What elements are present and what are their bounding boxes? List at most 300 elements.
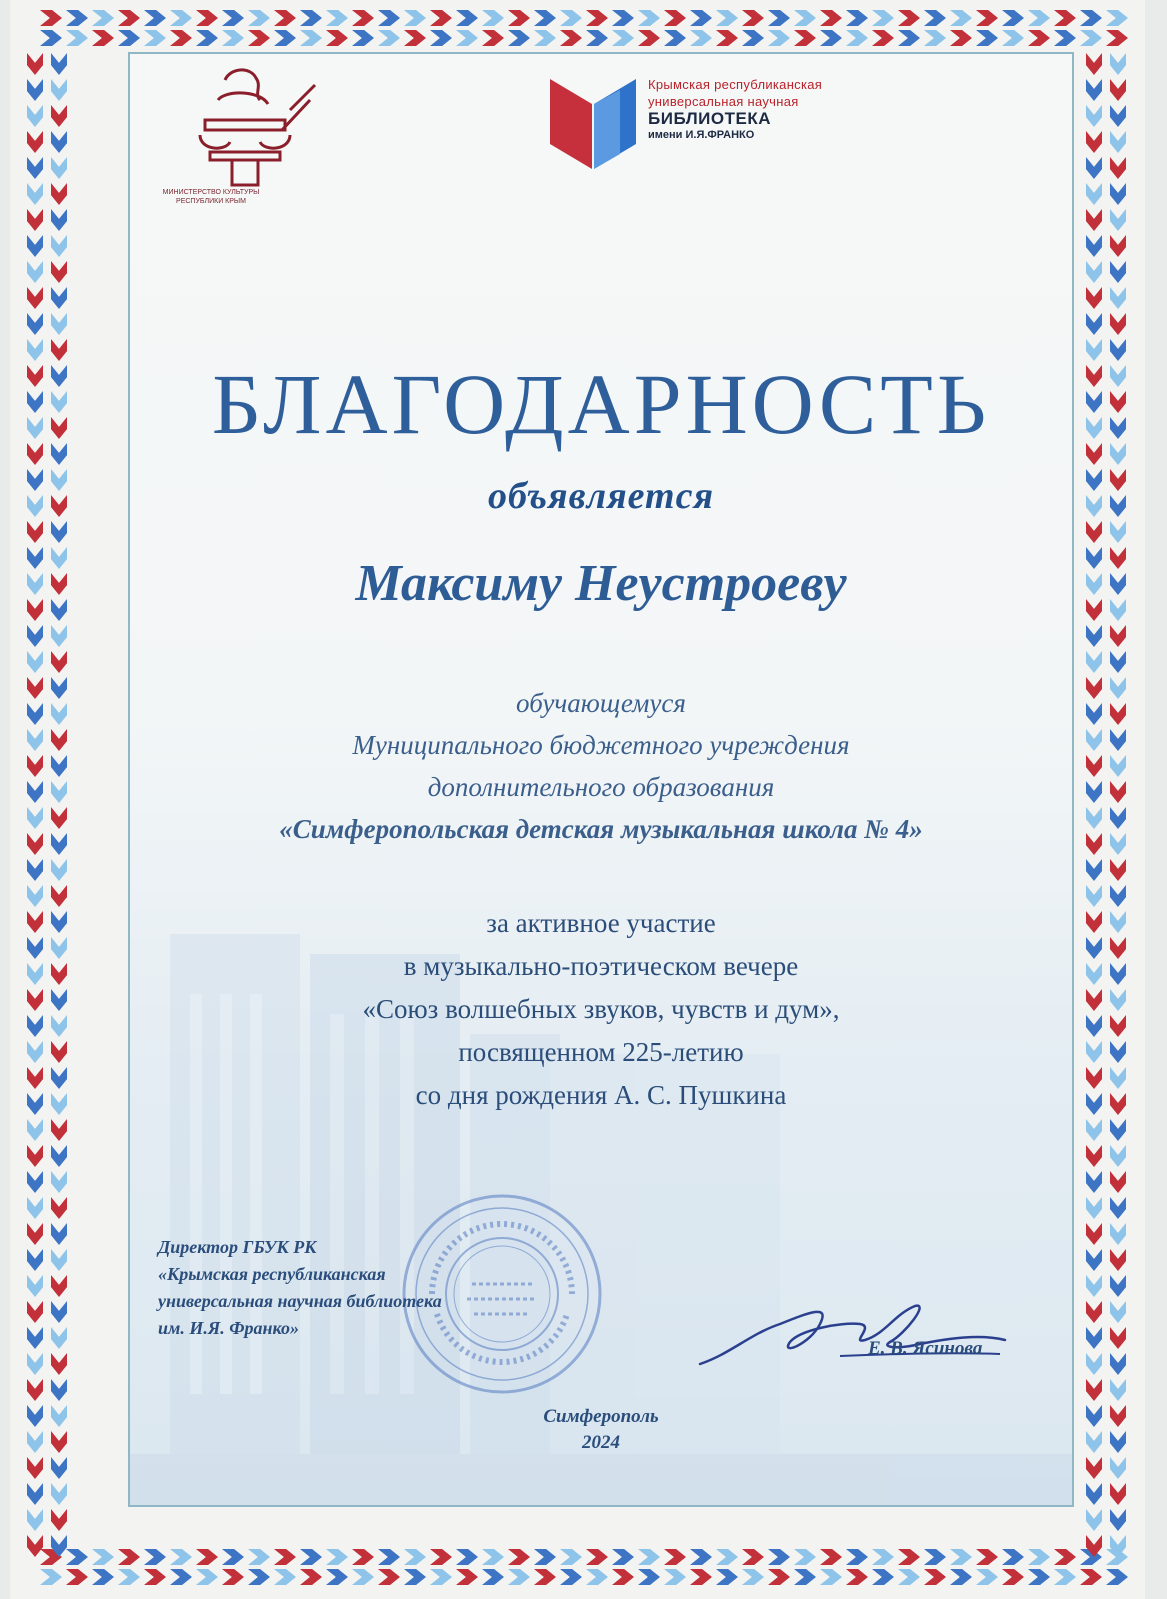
border-chevron: [482, 1569, 504, 1585]
border-chevron: [1086, 1119, 1102, 1141]
border-chevron: [51, 1041, 67, 1063]
border-chevron: [404, 1569, 426, 1585]
border-chevron: [27, 989, 43, 1011]
border-chevron: [924, 30, 946, 46]
border-chevron: [742, 10, 764, 26]
border-chevron: [27, 443, 43, 465]
border-chevron: [1086, 1015, 1102, 1037]
border-chevron: [1110, 1145, 1126, 1167]
ministry-emblem-icon: [170, 60, 320, 190]
border-chevron: [51, 1431, 67, 1453]
border-chevron: [1110, 885, 1126, 907]
border-chevron: [1086, 859, 1102, 881]
border-chevron: [1086, 339, 1102, 361]
border-chevron: [352, 30, 374, 46]
border-chevron: [1110, 833, 1126, 855]
border-chevron: [1110, 651, 1126, 673]
border-chevron: [51, 261, 67, 283]
border-chevron: [66, 30, 88, 46]
border-chevron: [27, 885, 43, 907]
border-chevron: [1028, 30, 1050, 46]
border-chevron: [820, 1569, 842, 1585]
city: Симферополь: [543, 1406, 659, 1427]
border-chevron: [27, 1353, 43, 1375]
border-chevron: [51, 1119, 67, 1141]
border-chevron: [1110, 105, 1126, 127]
border-chevron: [1110, 339, 1126, 361]
border-chevron: [27, 1379, 43, 1401]
border-chevron: [898, 1569, 920, 1585]
border-chevron: [51, 1093, 67, 1115]
border-chevron: [1086, 53, 1102, 75]
border-chevron: [794, 10, 816, 26]
border-chevron: [534, 1549, 556, 1565]
border-chevron: [51, 651, 67, 673]
border-chevron: [638, 1549, 660, 1565]
border-chevron: [560, 30, 582, 46]
border-chevron: [222, 30, 244, 46]
border-chevron: [66, 1569, 88, 1585]
announce-line: объявляется: [487, 475, 715, 517]
border-chevron: [976, 1569, 998, 1585]
library-name-line: имени И.Я.ФРАНКО: [648, 129, 755, 141]
border-chevron: [1002, 30, 1024, 46]
border-chevron: [1110, 781, 1126, 803]
border-chevron: [51, 495, 67, 517]
border-chevron: [196, 1549, 218, 1565]
border-chevron: [27, 1483, 43, 1505]
border-chevron: [40, 30, 62, 46]
border-chevron: [612, 1569, 634, 1585]
border-chevron: [1086, 521, 1102, 543]
border-chevron: [898, 30, 920, 46]
border-chevron: [1086, 807, 1102, 829]
border-chevron: [690, 1569, 712, 1585]
library-name-line: Крымская республиканская: [648, 77, 823, 92]
border-chevron: [612, 1549, 634, 1565]
border-chevron: [27, 495, 43, 517]
signatory-line: Директор ГБУК РК: [158, 1237, 317, 1257]
border-chevron: [690, 30, 712, 46]
border-chevron: [51, 1353, 67, 1375]
border-chevron: [51, 937, 67, 959]
border-chevron: [1002, 1549, 1024, 1565]
border-chevron: [51, 1457, 67, 1479]
border-chevron: [378, 10, 400, 26]
border-chevron: [690, 1549, 712, 1565]
border-chevron: [1106, 30, 1128, 46]
border-chevron: [1086, 287, 1102, 309]
border-chevron: [1110, 1379, 1126, 1401]
border-chevron: [768, 10, 790, 26]
border-chevron: [144, 1549, 166, 1565]
org-line: дополнительного образования: [427, 772, 775, 802]
border-chevron: [794, 1569, 816, 1585]
border-chevron: [222, 1569, 244, 1585]
border-chevron: [1110, 157, 1126, 179]
border-chevron: [27, 365, 43, 387]
border-chevron: [248, 30, 270, 46]
border-chevron: [1086, 495, 1102, 517]
border-chevron: [742, 30, 764, 46]
border-chevron: [586, 1569, 608, 1585]
border-chevron: [1110, 1223, 1126, 1245]
border-chevron: [456, 1569, 478, 1585]
border-chevron: [1086, 235, 1102, 257]
border-chevron: [92, 10, 114, 26]
border-chevron: [27, 183, 43, 205]
border-chevron: [27, 651, 43, 673]
border-chevron: [1086, 573, 1102, 595]
border-chevron: [51, 365, 67, 387]
border-chevron: [51, 833, 67, 855]
border-chevron: [1110, 495, 1126, 517]
border-chevron: [1002, 10, 1024, 26]
border-chevron: [1080, 10, 1102, 26]
border-chevron: [482, 30, 504, 46]
border-chevron: [1110, 391, 1126, 413]
border-chevron: [820, 1549, 842, 1565]
border-chevron: [1110, 1197, 1126, 1219]
border-chevron: [118, 30, 140, 46]
border-chevron: [51, 131, 67, 153]
border-chevron: [846, 1549, 868, 1565]
border-chevron: [27, 573, 43, 595]
border-chevron: [1110, 1041, 1126, 1063]
border-chevron: [1110, 1119, 1126, 1141]
border-chevron: [27, 1405, 43, 1427]
border-chevron: [51, 1145, 67, 1167]
border-chevron: [1110, 1015, 1126, 1037]
border-chevron: [456, 10, 478, 26]
border-chevron: [430, 30, 452, 46]
border-chevron: [51, 1223, 67, 1245]
border-chevron: [51, 807, 67, 829]
border-chevron: [51, 443, 67, 465]
border-chevron: [1086, 651, 1102, 673]
border-chevron: [508, 10, 530, 26]
border-chevron: [456, 30, 478, 46]
border-chevron: [51, 625, 67, 647]
border-chevron: [248, 1549, 270, 1565]
border-chevron: [1086, 1483, 1102, 1505]
border-chevron: [560, 1549, 582, 1565]
border-chevron: [1110, 1405, 1126, 1427]
border-chevron: [508, 1549, 530, 1565]
border-chevron: [846, 30, 868, 46]
border-chevron: [1028, 10, 1050, 26]
border-chevron: [27, 755, 43, 777]
border-chevron: [1110, 625, 1126, 647]
border-chevron: [27, 131, 43, 153]
border-chevron: [794, 1549, 816, 1565]
place-and-year: [130, 1404, 1072, 1456]
border-chevron: [27, 1093, 43, 1115]
border-chevron: [51, 1015, 67, 1037]
reason-line: за активное участие: [486, 908, 716, 938]
border-chevron: [872, 1569, 894, 1585]
border-chevron: [248, 10, 270, 26]
border-chevron: [1110, 859, 1126, 881]
border-chevron: [1110, 235, 1126, 257]
border-chevron: [820, 10, 842, 26]
border-chevron: [586, 1549, 608, 1565]
recipient-organization: [130, 682, 1072, 850]
border-chevron: [27, 313, 43, 335]
border-chevron: [664, 10, 686, 26]
border-chevron: [1086, 443, 1102, 465]
border-chevron: [1110, 53, 1126, 75]
border-chevron: [51, 859, 67, 881]
border-chevron: [27, 1067, 43, 1089]
border-chevron: [66, 10, 88, 26]
border-chevron: [1086, 1301, 1102, 1323]
border-chevron: [1110, 703, 1126, 725]
border-chevron: [27, 911, 43, 933]
border-chevron: [326, 1549, 348, 1565]
border-chevron: [1086, 365, 1102, 387]
border-chevron: [924, 1549, 946, 1565]
border-chevron: [1086, 1275, 1102, 1297]
border-chevron: [40, 1569, 62, 1585]
border-chevron: [27, 963, 43, 985]
border-chevron: [51, 287, 67, 309]
border-chevron: [326, 1569, 348, 1585]
border-chevron: [118, 1549, 140, 1565]
border-chevron: [1110, 1275, 1126, 1297]
border-chevron: [51, 1275, 67, 1297]
border-chevron: [27, 1145, 43, 1167]
border-chevron: [51, 183, 67, 205]
border-chevron: [27, 105, 43, 127]
border-chevron: [27, 1275, 43, 1297]
border-chevron: [27, 79, 43, 101]
border-chevron: [196, 10, 218, 26]
border-chevron: [534, 1569, 556, 1585]
border-chevron: [326, 30, 348, 46]
border-chevron: [51, 313, 67, 335]
border-chevron: [1086, 963, 1102, 985]
border-chevron: [664, 1549, 686, 1565]
border-chevron: [66, 1549, 88, 1565]
border-chevron: [716, 10, 738, 26]
border-chevron: [27, 1171, 43, 1193]
border-chevron: [27, 1041, 43, 1063]
border-chevron: [1086, 131, 1102, 153]
border-chevron: [1110, 989, 1126, 1011]
border-chevron: [274, 10, 296, 26]
border-chevron: [768, 30, 790, 46]
border-chevron: [1086, 599, 1102, 621]
border-chevron: [27, 1509, 43, 1531]
border-chevron: [950, 1549, 972, 1565]
border-chevron: [1110, 261, 1126, 283]
border-chevron: [51, 729, 67, 751]
border-chevron: [27, 781, 43, 803]
border-chevron: [950, 10, 972, 26]
border-chevron: [1110, 1093, 1126, 1115]
library-name: [648, 76, 822, 144]
border-chevron: [482, 10, 504, 26]
border-chevron: [51, 391, 67, 413]
border-chevron: [1080, 30, 1102, 46]
border-chevron: [1110, 469, 1126, 491]
border-chevron: [326, 10, 348, 26]
border-chevron: [690, 10, 712, 26]
border-chevron: [534, 10, 556, 26]
border-chevron: [27, 729, 43, 751]
border-chevron: [1110, 1301, 1126, 1323]
border-chevron: [1110, 755, 1126, 777]
border-chevron: [898, 1549, 920, 1565]
border-chevron: [534, 30, 556, 46]
border-chevron: [1086, 183, 1102, 205]
border-chevron: [1086, 157, 1102, 179]
border-chevron: [51, 1197, 67, 1219]
border-chevron: [27, 209, 43, 231]
border-chevron: [1054, 10, 1076, 26]
border-chevron: [1110, 209, 1126, 231]
border-chevron: [1110, 677, 1126, 699]
border-chevron: [664, 30, 686, 46]
border-chevron: [274, 1569, 296, 1585]
border-chevron: [1086, 261, 1102, 283]
border-chevron: [118, 10, 140, 26]
border-chevron: [1086, 703, 1102, 725]
border-chevron: [1110, 1483, 1126, 1505]
border-chevron: [27, 469, 43, 491]
border-chevron: [51, 703, 67, 725]
border-chevron: [846, 10, 868, 26]
border-chevron: [1110, 79, 1126, 101]
border-chevron: [196, 1569, 218, 1585]
border-chevron: [27, 157, 43, 179]
border-chevron: [51, 1067, 67, 1089]
border-chevron: [1110, 1171, 1126, 1193]
border-chevron: [1054, 1549, 1076, 1565]
reason-line: со дня рождения А. С. Пушкина: [415, 1080, 787, 1110]
border-chevron: [1110, 1067, 1126, 1089]
border-chevron: [27, 339, 43, 361]
border-chevron: [1086, 417, 1102, 439]
border-chevron: [51, 1249, 67, 1271]
border-chevron: [1086, 1041, 1102, 1063]
border-chevron: [560, 1569, 582, 1585]
border-chevron: [1086, 1093, 1102, 1115]
border-chevron: [1086, 1431, 1102, 1453]
border-chevron: [27, 521, 43, 543]
border-chevron: [352, 1569, 374, 1585]
border-chevron: [1110, 1327, 1126, 1349]
border-chevron: [27, 547, 43, 569]
border-chevron: [1086, 781, 1102, 803]
border-chevron: [51, 79, 67, 101]
border-chevron: [1054, 30, 1076, 46]
border-chevron: [27, 677, 43, 699]
border-chevron: [27, 937, 43, 959]
ministry-caption: [136, 188, 286, 206]
border-chevron: [1086, 391, 1102, 413]
border-chevron: [430, 1569, 452, 1585]
border-chevron: [612, 10, 634, 26]
border-chevron: [1086, 105, 1102, 127]
border-chevron: [1086, 1145, 1102, 1167]
signatory-title: [158, 1234, 442, 1342]
border-chevron: [1086, 833, 1102, 855]
border-chevron: [950, 1569, 972, 1585]
border-chevron: [300, 10, 322, 26]
border-chevron: [404, 10, 426, 26]
border-chevron: [976, 30, 998, 46]
library-book-logo-icon: [550, 74, 640, 174]
border-chevron: [51, 989, 67, 1011]
border-chevron: [1086, 911, 1102, 933]
org-line: «Симферопольская детская музыкальная школа № 4»: [279, 814, 923, 844]
border-chevron: [1110, 729, 1126, 751]
border-chevron: [51, 105, 67, 127]
border-chevron: [170, 1569, 192, 1585]
border-chevron: [144, 1569, 166, 1585]
border-chevron: [27, 807, 43, 829]
certificate-title: БЛАГОДАРНОСТЬ: [211, 356, 991, 452]
border-chevron: [1110, 443, 1126, 465]
border-chevron: [846, 1569, 868, 1585]
border-chevron: [1110, 1353, 1126, 1375]
border-chevron: [51, 157, 67, 179]
border-chevron: [196, 30, 218, 46]
ministry-caption-line: РЕСПУБЛИКИ КРЫМ: [176, 198, 246, 205]
border-chevron: [170, 30, 192, 46]
border-chevron: [1110, 417, 1126, 439]
border-chevron: [872, 10, 894, 26]
border-chevron: [612, 30, 634, 46]
border-chevron: [27, 1119, 43, 1141]
border-chevron: [508, 1569, 530, 1585]
border-chevron: [976, 1549, 998, 1565]
border-chevron: [1110, 313, 1126, 335]
border-chevron: [924, 1569, 946, 1585]
border-chevron: [820, 30, 842, 46]
border-chevron: [1110, 183, 1126, 205]
border-chevron: [586, 10, 608, 26]
border-chevron: [51, 339, 67, 361]
library-name-line: БИБЛИОТЕКА: [648, 109, 771, 128]
border-chevron: [51, 755, 67, 777]
border-chevron: [1110, 1249, 1126, 1271]
border-chevron: [508, 30, 530, 46]
signatory-line: универсальная научная библиотека: [158, 1291, 442, 1311]
border-chevron: [248, 1569, 270, 1585]
border-chevron: [716, 30, 738, 46]
border-chevron: [27, 859, 43, 881]
border-chevron: [144, 30, 166, 46]
signatory-line: им. И.Я. Франко»: [158, 1318, 299, 1338]
border-chevron: [638, 10, 660, 26]
border-chevron: [1086, 1249, 1102, 1271]
border-chevron: [51, 547, 67, 569]
border-chevron: [378, 30, 400, 46]
border-chevron: [51, 677, 67, 699]
reason-line: «Союз волшебных звуков, чувств и дум»,: [362, 994, 840, 1024]
border-chevron: [27, 625, 43, 647]
border-chevron: [404, 1549, 426, 1565]
border-chevron: [1110, 547, 1126, 569]
ministry-caption-line: МИНИСТЕРСТВО КУЛЬТУРЫ: [162, 189, 260, 196]
border-chevron: [924, 10, 946, 26]
border-chevron: [118, 1569, 140, 1585]
border-chevron: [1054, 1569, 1076, 1585]
border-chevron: [51, 1405, 67, 1427]
